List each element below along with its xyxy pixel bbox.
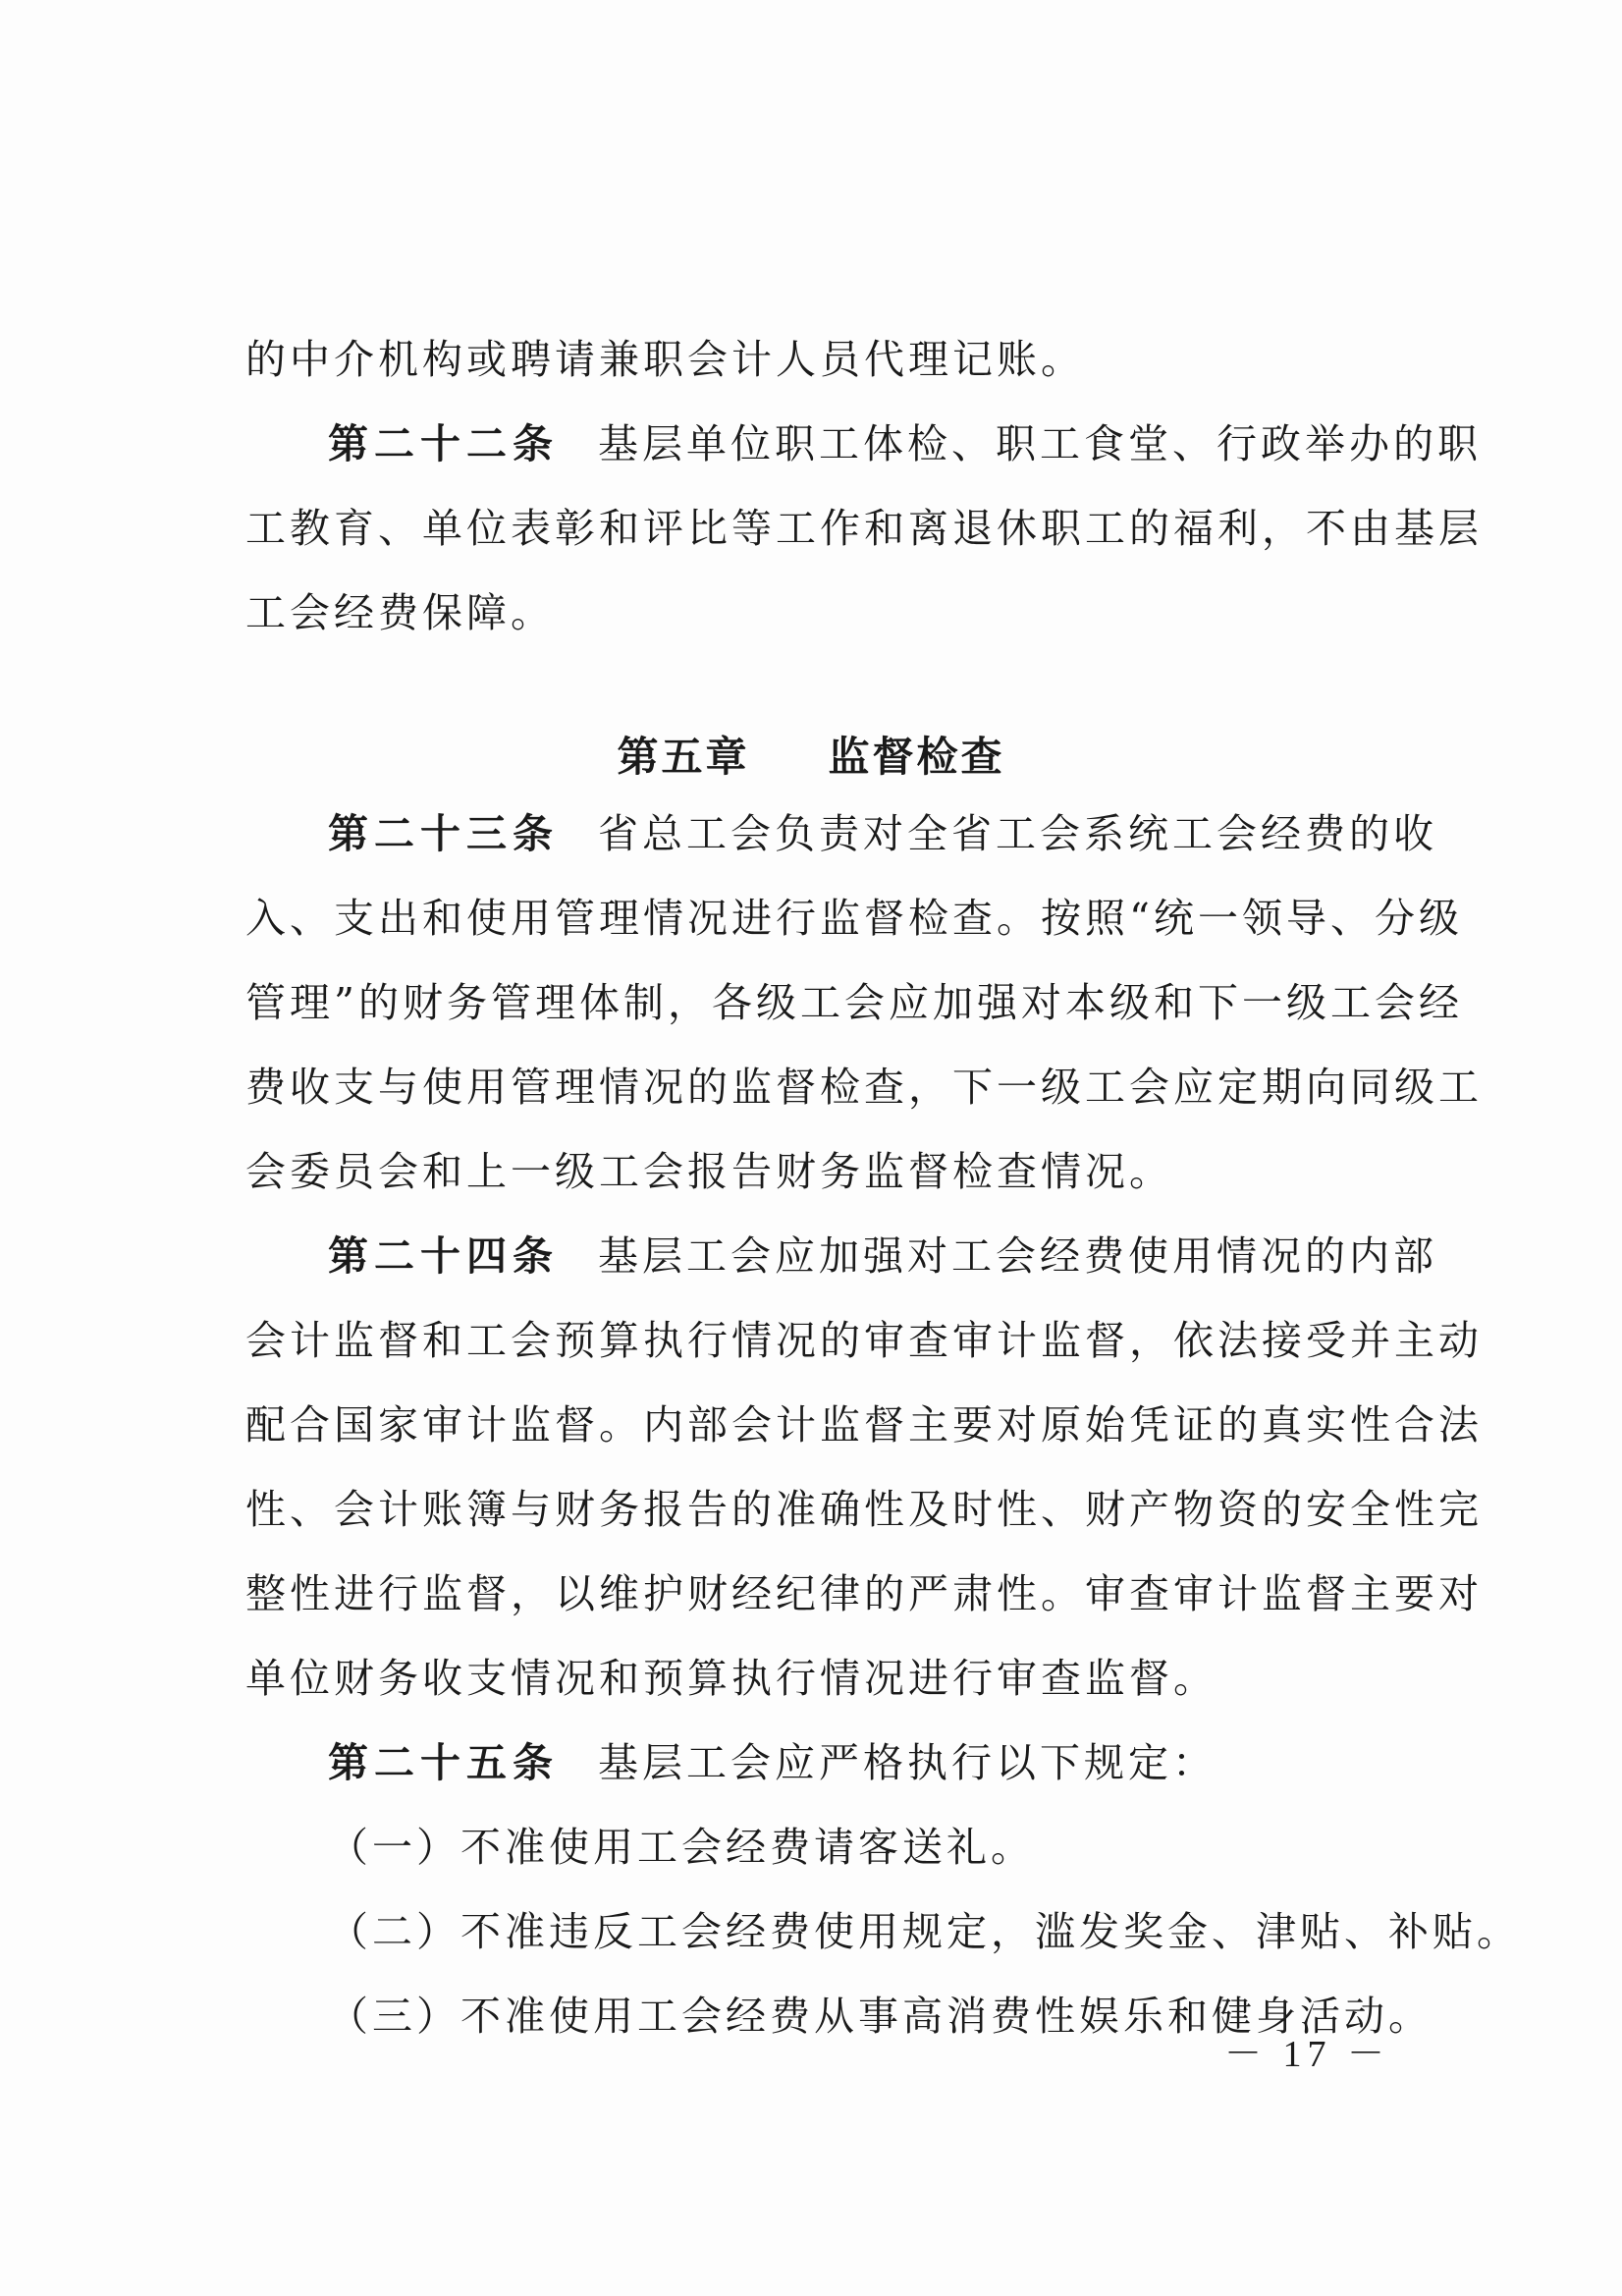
chapter-title: 监督检查 [828,733,1005,781]
article-23-title: 第二十三条 [328,810,559,857]
article-23-line-3: 管理”的财务管理体制，各级工会应加强对本级和下一级工会经 [245,979,1463,1026]
article-22-text-1: 基层单位职工体检、职工食堂、行政举办的职 [598,420,1482,467]
article-24-line-4: 性、会计账簿与财务报告的准确性及时性、财产物资的安全性完 [245,1486,1483,1533]
article-22-line-3: 工会经费保障。 [245,589,555,636]
article-24-line-6: 单位财务收支情况和预算执行情况进行审查监督。 [245,1655,1217,1702]
article-23-line-4: 费收支与使用管理情况的监督检查，下一级工会应定期向同级工 [245,1064,1483,1111]
article-24-title: 第二十四条 [328,1232,559,1280]
article-24-line-1 [245,1214,1437,1298]
section-chapter-5 [245,792,1521,2058]
article-23-line-2: 入、支出和使用管理情况进行监督检查。按照“统一领导、分级 [245,895,1463,942]
article-25-item-2: （二）不准违反工会经费使用规定，滥发奖金、津贴、补贴。 [328,1908,1521,1955]
chapter-heading [0,725,1622,784]
article-23-line-5: 会委员会和上一级工会报告财务监督检查情况。 [245,1148,1173,1195]
article-25-title: 第二十五条 [328,1739,559,1786]
article-24-line-5: 整性进行监督，以维护财经纪律的严肃性。审查审计监督主要对 [245,1570,1483,1617]
article-24-text-1: 基层工会应加强对工会经费使用情况的内部 [598,1232,1437,1280]
continuation-line-1: 的中介机构或聘请兼职会计人员代理记账。 [245,336,1085,383]
article-25-text-1: 基层工会应严格执行以下规定： [598,1739,1216,1786]
article-24-line-2: 会计监督和工会预算执行情况的审查审计监督，依法接受并主动 [245,1317,1483,1364]
article-23-line-1 [245,792,1437,876]
article-25-item-1: （一）不准使用工会经费请客送礼。 [328,1824,1035,1871]
article-23-text-1: 省总工会负责对全省工会系统工会经费的收 [598,810,1437,857]
chapter-number: 第五章 [617,733,750,781]
section-before-chapter [245,317,1483,655]
article-24-line-3: 配合国家审计监督。内部会计监督主要对原始凭证的真实性合法 [245,1401,1483,1449]
article-25-item-3: （三）不准使用工会经费从事高消费性娱乐和健身活动。 [328,1993,1433,2040]
article-22-title: 第二十二条 [328,420,559,467]
page-number: － 17 － [1223,2034,1390,2075]
article-22-line-2: 工教育、单位表彰和评比等工作和离退休职工的福利，不由基层 [245,505,1483,552]
article-25-line-1 [245,1721,1404,1805]
article-22-line-1 [245,402,1482,486]
